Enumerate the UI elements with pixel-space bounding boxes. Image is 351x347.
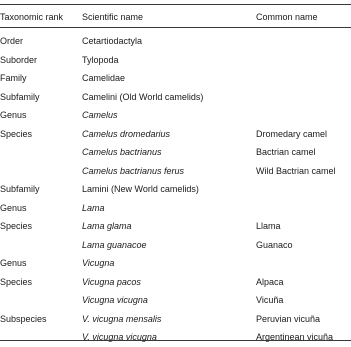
cell-common-name: Bactrian camel — [256, 147, 316, 157]
cell-scientific-name: V. vicugna vicugna — [82, 332, 157, 342]
cell-common-name: Llama — [256, 221, 281, 231]
cell-taxonomic-rank: Species — [0, 276, 33, 287]
table-row — [0, 51, 351, 70]
table-row — [0, 125, 351, 144]
table-bottom-rule — [0, 340, 351, 341]
cell-scientific-name: Lama guanacoe — [82, 239, 147, 250]
cell-scientific-name: Camelus dromedarius — [82, 128, 171, 139]
table-row — [0, 328, 351, 347]
cell-taxonomic-rank: Subspecies — [0, 313, 47, 324]
cell-taxonomic-rank: Species — [0, 128, 33, 139]
cell-scientific-name: Camelus — [82, 110, 118, 120]
cell-scientific-name: V. vicugna mensalis — [82, 313, 162, 324]
table-row — [0, 162, 351, 181]
table-row — [0, 69, 351, 88]
cell-taxonomic-rank: Species — [0, 221, 33, 231]
table-row — [0, 88, 351, 107]
cell-scientific-name: Camelus bactrianus ferus — [82, 165, 185, 176]
cell-scientific-name: Vicugna — [82, 258, 115, 268]
cell-common-name: Peruvian vicuña — [256, 313, 321, 324]
cell-scientific-name: Camelini (Old World camelids) — [82, 91, 204, 102]
cell-taxonomic-rank: Genus — [0, 110, 27, 120]
cell-taxonomic-rank: Genus — [0, 202, 27, 213]
cell-common-name: Alpaca — [256, 276, 284, 287]
table-row — [0, 291, 351, 310]
cell-scientific-name: Tylopoda — [82, 54, 119, 65]
cell-common-name: Argentinean vicuña — [256, 332, 334, 342]
cell-taxonomic-rank: Subfamily — [0, 91, 40, 102]
cell-common-name: Dromedary camel — [256, 128, 328, 139]
table-row — [0, 106, 351, 125]
table-top-rule — [0, 4, 351, 5]
table-row — [0, 199, 351, 218]
cell-taxonomic-rank: Subfamily — [0, 184, 40, 194]
cell-taxonomic-rank: Order — [0, 36, 24, 46]
table-row — [0, 236, 351, 255]
cell-taxonomic-rank: Suborder — [0, 54, 38, 65]
table-row — [0, 143, 351, 162]
table-row — [0, 217, 351, 236]
table-header-rule — [0, 27, 351, 28]
table-row — [0, 180, 351, 199]
cell-scientific-name: Lama — [82, 202, 105, 213]
table-row — [0, 273, 351, 292]
cell-taxonomic-rank: Genus — [0, 258, 27, 268]
cell-taxonomic-rank: Family — [0, 73, 27, 83]
header-common-name: Common name — [256, 12, 318, 22]
table-row — [0, 310, 351, 329]
header-scientific-name: Scientific name — [82, 12, 144, 22]
cell-scientific-name: Camelus bactrianus — [82, 147, 162, 157]
cell-common-name: Guanaco — [256, 239, 293, 250]
cell-scientific-name: Lamini (New World camelids) — [82, 184, 199, 194]
table-row — [0, 254, 351, 273]
cell-common-name: Vicuña — [256, 295, 284, 305]
cell-scientific-name: Vicugna vicugna — [82, 295, 148, 305]
cell-scientific-name: Vicugna pacos — [82, 276, 141, 287]
cell-common-name: Wild Bactrian camel — [256, 165, 336, 176]
cell-scientific-name: Camelidae — [82, 73, 126, 83]
header-taxonomic-rank: Taxonomic rank — [0, 12, 64, 22]
table-row — [0, 32, 351, 51]
cell-scientific-name: Cetartiodactyla — [82, 36, 143, 46]
cell-scientific-name: Lama glama — [82, 221, 132, 231]
